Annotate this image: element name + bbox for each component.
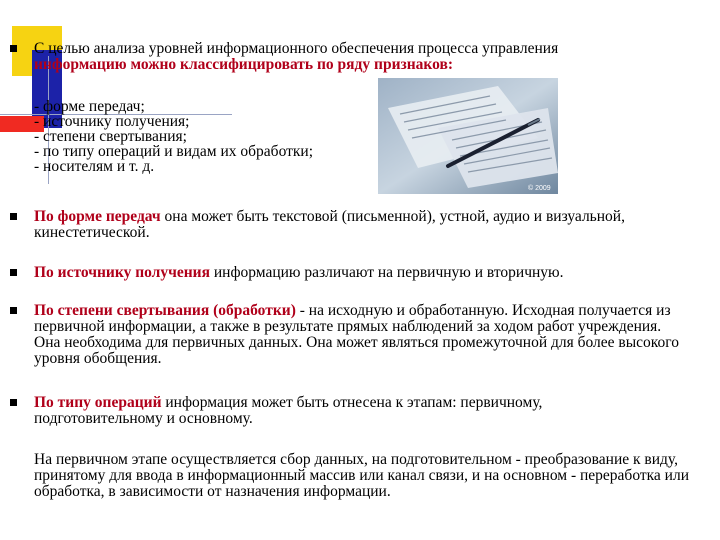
section-compression — [34, 303, 686, 367]
closing-paragraph: На первичном этапе осуществляется сбор данных, на подготовительном - преобразование к виду, принятому для ввода в информационный массив или канал связи, и на основном - переработка или обработка, в зависимости от назначения информации. — [34, 451, 690, 500]
bullet-square — [10, 399, 17, 406]
section-form-of-transfer — [34, 209, 684, 241]
section-text: - на исходную и обработанную. Исходная получается из первичной информации, а также в результате прямых наблюдений за ходом работ учреждения. Она необходима для первичных данных. Она может являться промежуточной для более высокого уровня обобщения. — [34, 302, 679, 367]
intro-line: С целью анализа уровней информационного обеспечения процесса управления — [34, 40, 559, 57]
documents-with-pen-photo — [378, 78, 558, 194]
intro-highlight: информацию можно классифицировать по ряду признаков: — [34, 56, 454, 73]
list-item: - степени свертывания; — [34, 128, 187, 145]
section-operation-type — [34, 395, 644, 427]
section-text: информацию различают на первичную и вторичную. — [209, 264, 564, 281]
section-highlight: По форме передач — [34, 208, 161, 225]
section-source — [34, 265, 684, 281]
list-item: - источнику получения; — [34, 113, 190, 130]
section-highlight: По степени свертывания (обработки) — [34, 302, 296, 319]
section-text: она может быть текстовой (письменной), устной, аудио и визуальной, кинестетической. — [34, 208, 625, 241]
photo-watermark: © 2009 — [528, 185, 551, 192]
list-item: - носителям и т. д. — [34, 158, 155, 175]
intro-paragraph — [34, 41, 684, 73]
section-highlight: По типу операций — [34, 394, 162, 411]
criteria-list — [34, 99, 313, 174]
section-text: информация может быть отнесена к этапам: первичному, подготовительному и основному. — [34, 394, 543, 427]
bullet-square — [10, 269, 17, 276]
bullet-square — [10, 307, 17, 314]
list-item: - форме передач; — [34, 98, 145, 115]
bullet-square — [10, 213, 17, 220]
list-item: - по типу операций и видам их обработки; — [34, 143, 314, 160]
section-highlight: По источнику получения — [34, 264, 210, 281]
bullet-square — [10, 45, 17, 52]
